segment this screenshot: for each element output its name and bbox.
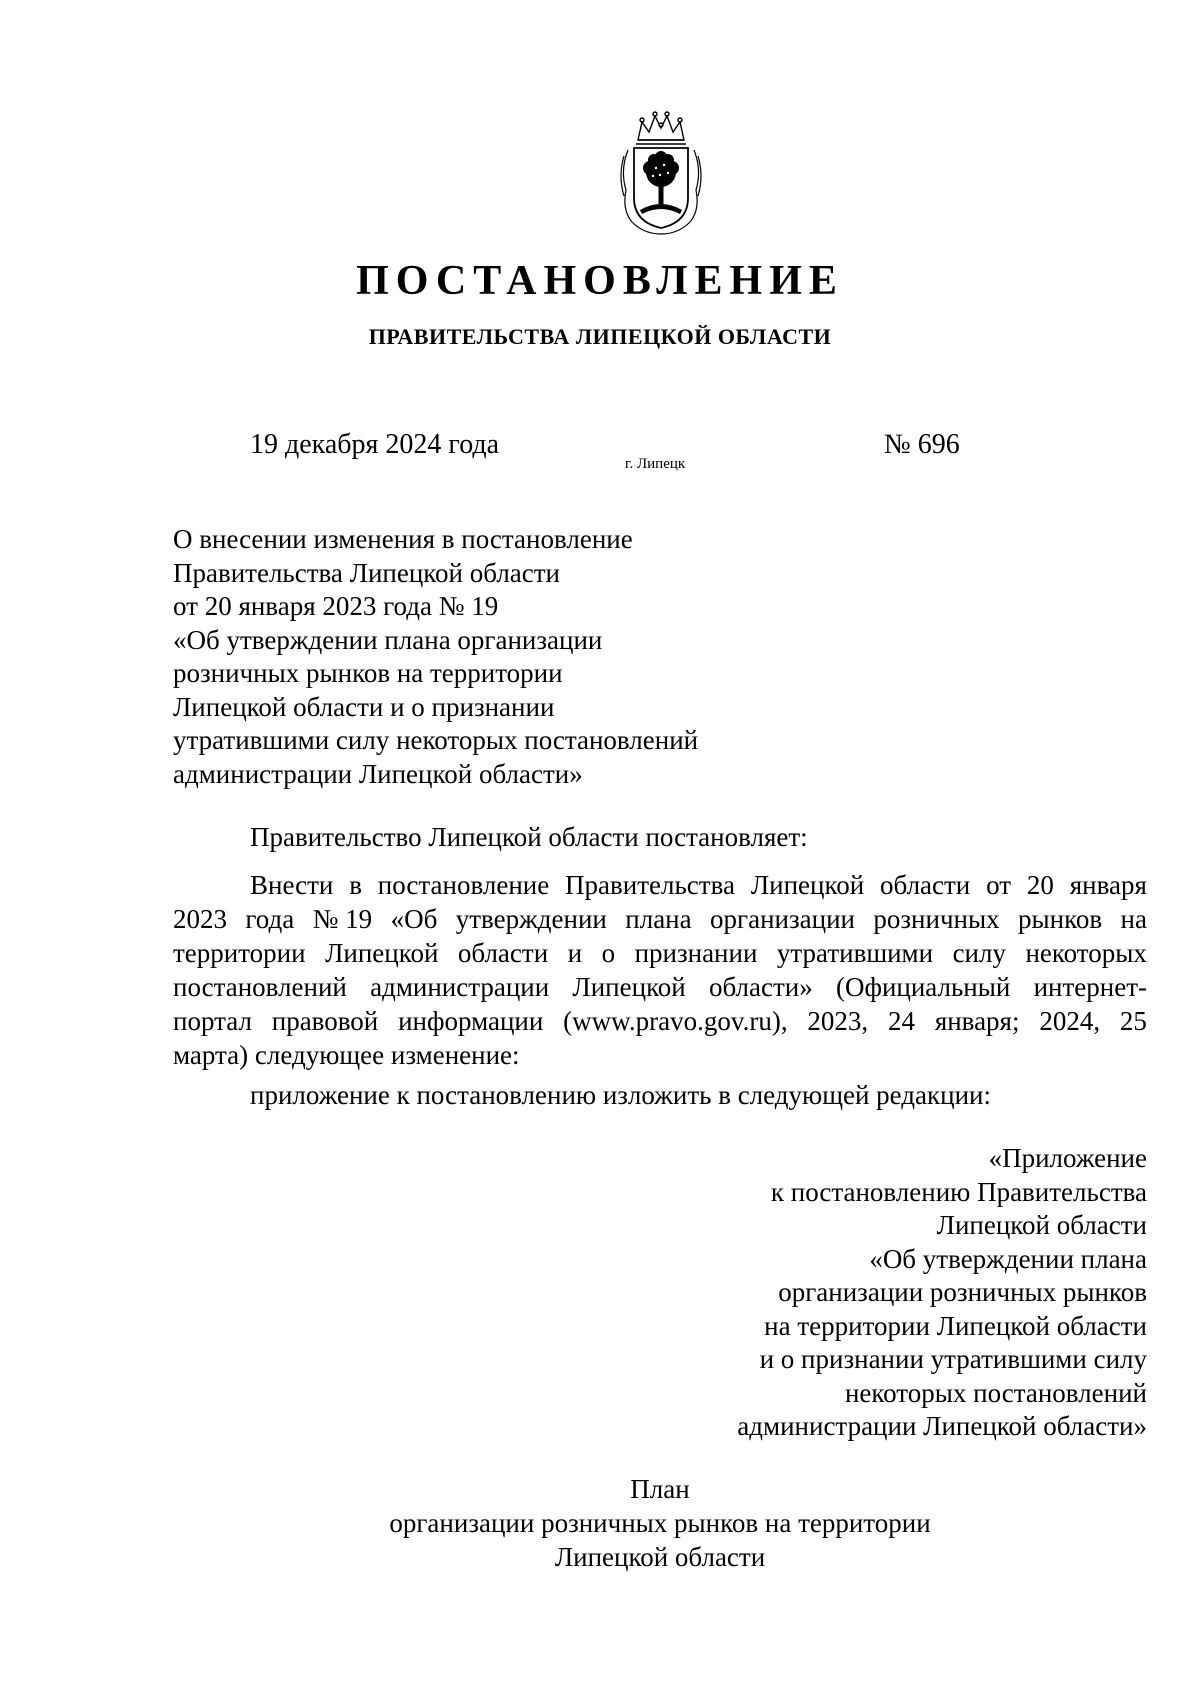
document-title: ПОСТАНОВЛЕНИЕ	[356, 258, 844, 304]
body-word: (Официальный	[835, 972, 1011, 1002]
appendix-line: Липецкой области	[936, 1210, 1147, 1240]
plan-line: Липецкой области	[554, 1542, 766, 1572]
appendix-line: на территории Липецкой области	[764, 1310, 1147, 1341]
body-word: утверждении	[455, 904, 607, 934]
body-word: «Об	[390, 904, 438, 934]
body-word: некоторых	[1025, 938, 1147, 968]
document-date: 19 декабря 2024 года	[250, 429, 500, 460]
plan-line: План	[630, 1474, 690, 1504]
body-line	[173, 970, 1147, 1004]
document-city: г. Липецк	[625, 456, 686, 472]
appendix-line: и о признании утратившими силу	[759, 1344, 1147, 1374]
coat-of-arms-icon	[616, 110, 706, 240]
body-word: (www.pravo.gov.ru),	[563, 1006, 788, 1036]
appendix-line: администрации Липецкой области»	[737, 1411, 1147, 1441]
body-word: области	[880, 870, 971, 900]
body-word: Правительства	[565, 870, 735, 900]
body-word: 24	[887, 1006, 915, 1036]
body-word: на	[1120, 904, 1147, 934]
body-word: о	[601, 938, 616, 968]
body-word: утратившими	[776, 938, 934, 968]
body-word: от	[986, 870, 1012, 900]
body-line	[173, 1038, 1147, 1072]
body-word: силу	[952, 938, 1006, 968]
heading-line: Липецкой области и о признании	[173, 691, 555, 722]
document-heading	[173, 523, 773, 791]
body-word: № 19	[312, 904, 373, 934]
body-word: года	[245, 904, 295, 934]
body-word: рынков	[1018, 904, 1103, 934]
body-word: интернет-	[1033, 972, 1147, 1002]
body-word: 2024,	[1039, 1006, 1101, 1036]
body-word: области»	[708, 972, 813, 1002]
heading-line: О внесении изменения в постановление	[173, 524, 633, 554]
intro-paragraph: Правительство Липецкой области постановляет:	[250, 822, 808, 852]
body-word: 20	[1026, 870, 1054, 900]
body-word: правовой	[271, 1006, 379, 1036]
body-word: Липецкой	[572, 972, 686, 1002]
body-word: плана	[625, 904, 692, 934]
document-subtitle: ПРАВИТЕЛЬСТВА ЛИПЕЦКОЙ ОБЛАСТИ	[368, 324, 832, 349]
body-word: марта) следующее изменение:	[173, 1040, 520, 1070]
body-word: признании	[634, 938, 758, 968]
body-paragraph	[173, 868, 1147, 1072]
document-number: № 696	[884, 429, 960, 460]
heading-line: «Об утверждении плана организации	[173, 624, 603, 655]
plan-title	[0, 1472, 1200, 1574]
body-word: 2023,	[807, 1006, 869, 1036]
instruction-paragraph: приложение к постановлению изложить в следующей редакции:	[250, 1080, 991, 1110]
body-line	[173, 1004, 1147, 1038]
body-word: администрации	[370, 972, 550, 1002]
heading-line: Правительства Липецкой области	[173, 557, 561, 588]
appendix-line: «Об утверждении плана	[869, 1243, 1147, 1274]
heading-line: от 20 января 2023 года № 19	[173, 591, 499, 621]
body-word: портал	[173, 1006, 252, 1036]
body-word: и	[567, 938, 583, 968]
body-word: организации	[710, 904, 855, 934]
body-word: 2023	[173, 904, 227, 934]
appendix-line: некоторых постановлений	[844, 1377, 1147, 1408]
body-word: Внести	[250, 870, 334, 900]
heading-line: розничных рынков на территории	[173, 658, 563, 688]
heading-line: администрации Липецкой области»	[173, 758, 583, 789]
appendix-line: к постановлению Правительства	[770, 1176, 1147, 1207]
body-word: постановлений	[173, 972, 347, 1002]
body-word: Липецкой	[750, 870, 865, 900]
appendix-line: организации розничных рынков	[778, 1277, 1147, 1307]
body-word: постановление	[377, 870, 550, 900]
body-word: в	[349, 870, 362, 900]
body-line	[173, 936, 1147, 970]
body-word: 25	[1119, 1006, 1147, 1036]
appendix-block	[600, 1142, 1147, 1444]
heading-line: утратившими силу некоторых постановлений	[173, 725, 699, 755]
body-word: января	[1069, 870, 1147, 900]
body-word: территории	[173, 938, 306, 968]
plan-line: организации розничных рынков на территории	[389, 1508, 931, 1538]
body-word: розничных	[873, 904, 1000, 934]
body-word: информации	[398, 1006, 544, 1036]
body-word: января;	[934, 1006, 1020, 1036]
body-word: области	[457, 938, 549, 968]
body-line	[173, 902, 1147, 936]
body-word: Липецкой	[325, 938, 439, 968]
body-line	[173, 868, 1147, 902]
appendix-line: «Приложение	[988, 1143, 1147, 1173]
